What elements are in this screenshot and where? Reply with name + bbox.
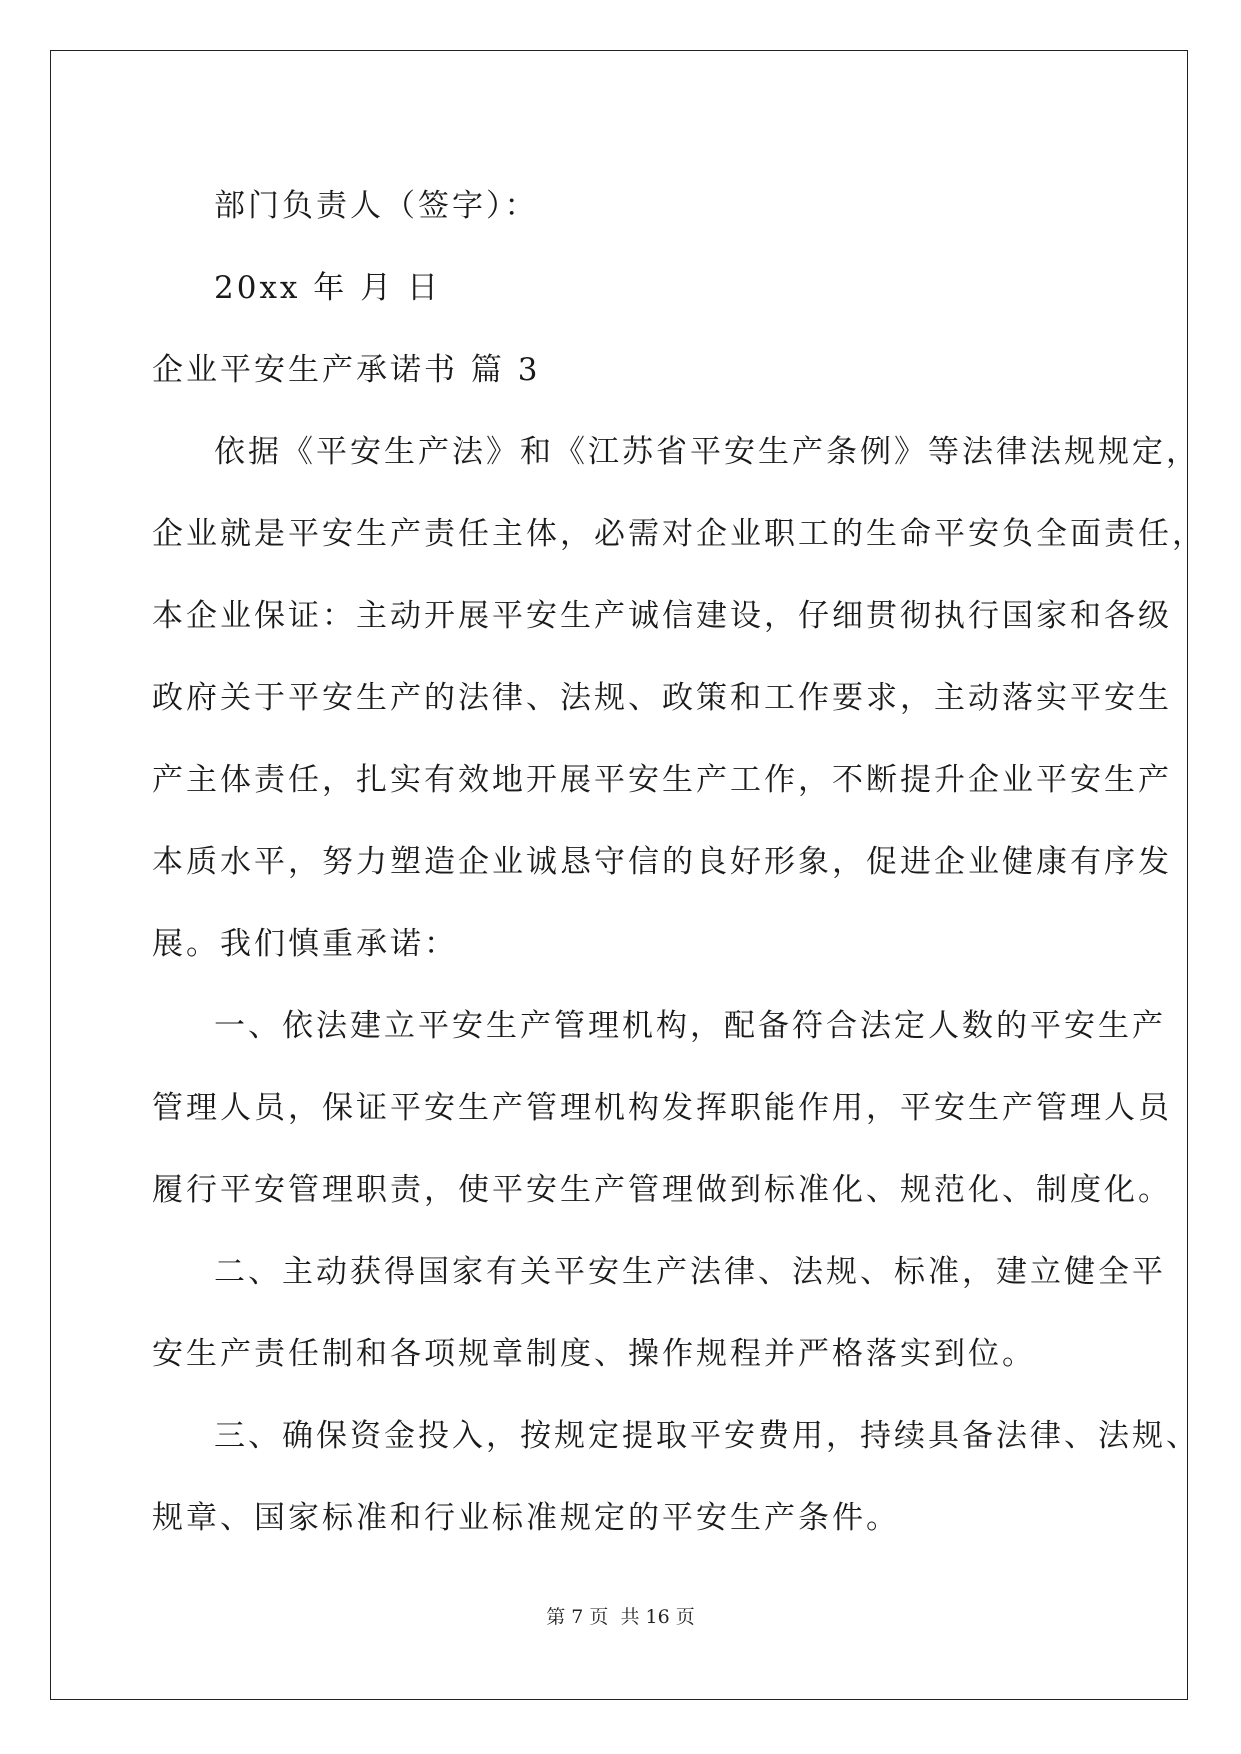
paragraph-line: 展。我们慎重承诺： xyxy=(152,926,458,962)
paragraph-line: 二、主动获得国家有关平安生产法律、法规、标准，建立健全平 xyxy=(214,1254,1166,1290)
paragraph-line: 管理人员，保证平安生产管理机构发挥职能作用，平安生产管理人员 xyxy=(152,1090,1172,1126)
page-total: 共 16 页 xyxy=(620,1606,695,1628)
paragraph-line: 三、确保资金投入，按规定提取平安费用，持续具备法律、法规、 xyxy=(214,1418,1200,1454)
paragraph-line: 一、依法建立平安生产管理机构，配备符合法定人数的平安生产 xyxy=(214,1008,1166,1044)
paragraph-line: 政府关于平安生产的法律、法规、政策和工作要求，主动落实平安生 xyxy=(152,680,1172,716)
signature-line: 部门负责人（签字）： xyxy=(214,188,539,224)
page-number: 第 7 页 xyxy=(546,1606,609,1628)
paragraph-line: 产主体责任，扎实有效地开展平安生产工作，不断提升企业平安生产 xyxy=(152,762,1172,798)
paragraph-line: 本质水平，努力塑造企业诚恳守信的良好形象，促进企业健康有序发 xyxy=(152,844,1172,880)
paragraph-line: 本企业保证：主动开展平安生产诚信建设，仔细贯彻执行国家和各级 xyxy=(152,598,1172,634)
paragraph-line: 企业就是平安生产责任主体，必需对企业职工的生命平安负全面责任， xyxy=(152,516,1206,552)
section-heading: 企业平安生产承诺书 篇 3 xyxy=(152,352,541,388)
paragraph-line: 安生产责任制和各项规章制度、操作规程并严格落实到位。 xyxy=(152,1336,1036,1372)
paragraph-line: 履行平安管理职责，使平安生产管理做到标准化、规范化、制度化。 xyxy=(152,1172,1172,1208)
document-body xyxy=(152,165,1206,1559)
date-line: 20xx 年 月 日 xyxy=(214,270,441,306)
paragraph-line: 规章、国家标准和行业标准规定的平安生产条件。 xyxy=(152,1500,900,1536)
page-footer xyxy=(0,1602,1241,1629)
paragraph-line: 依据《平安生产法》和《江苏省平安生产条例》等法律法规规定， xyxy=(214,434,1200,470)
